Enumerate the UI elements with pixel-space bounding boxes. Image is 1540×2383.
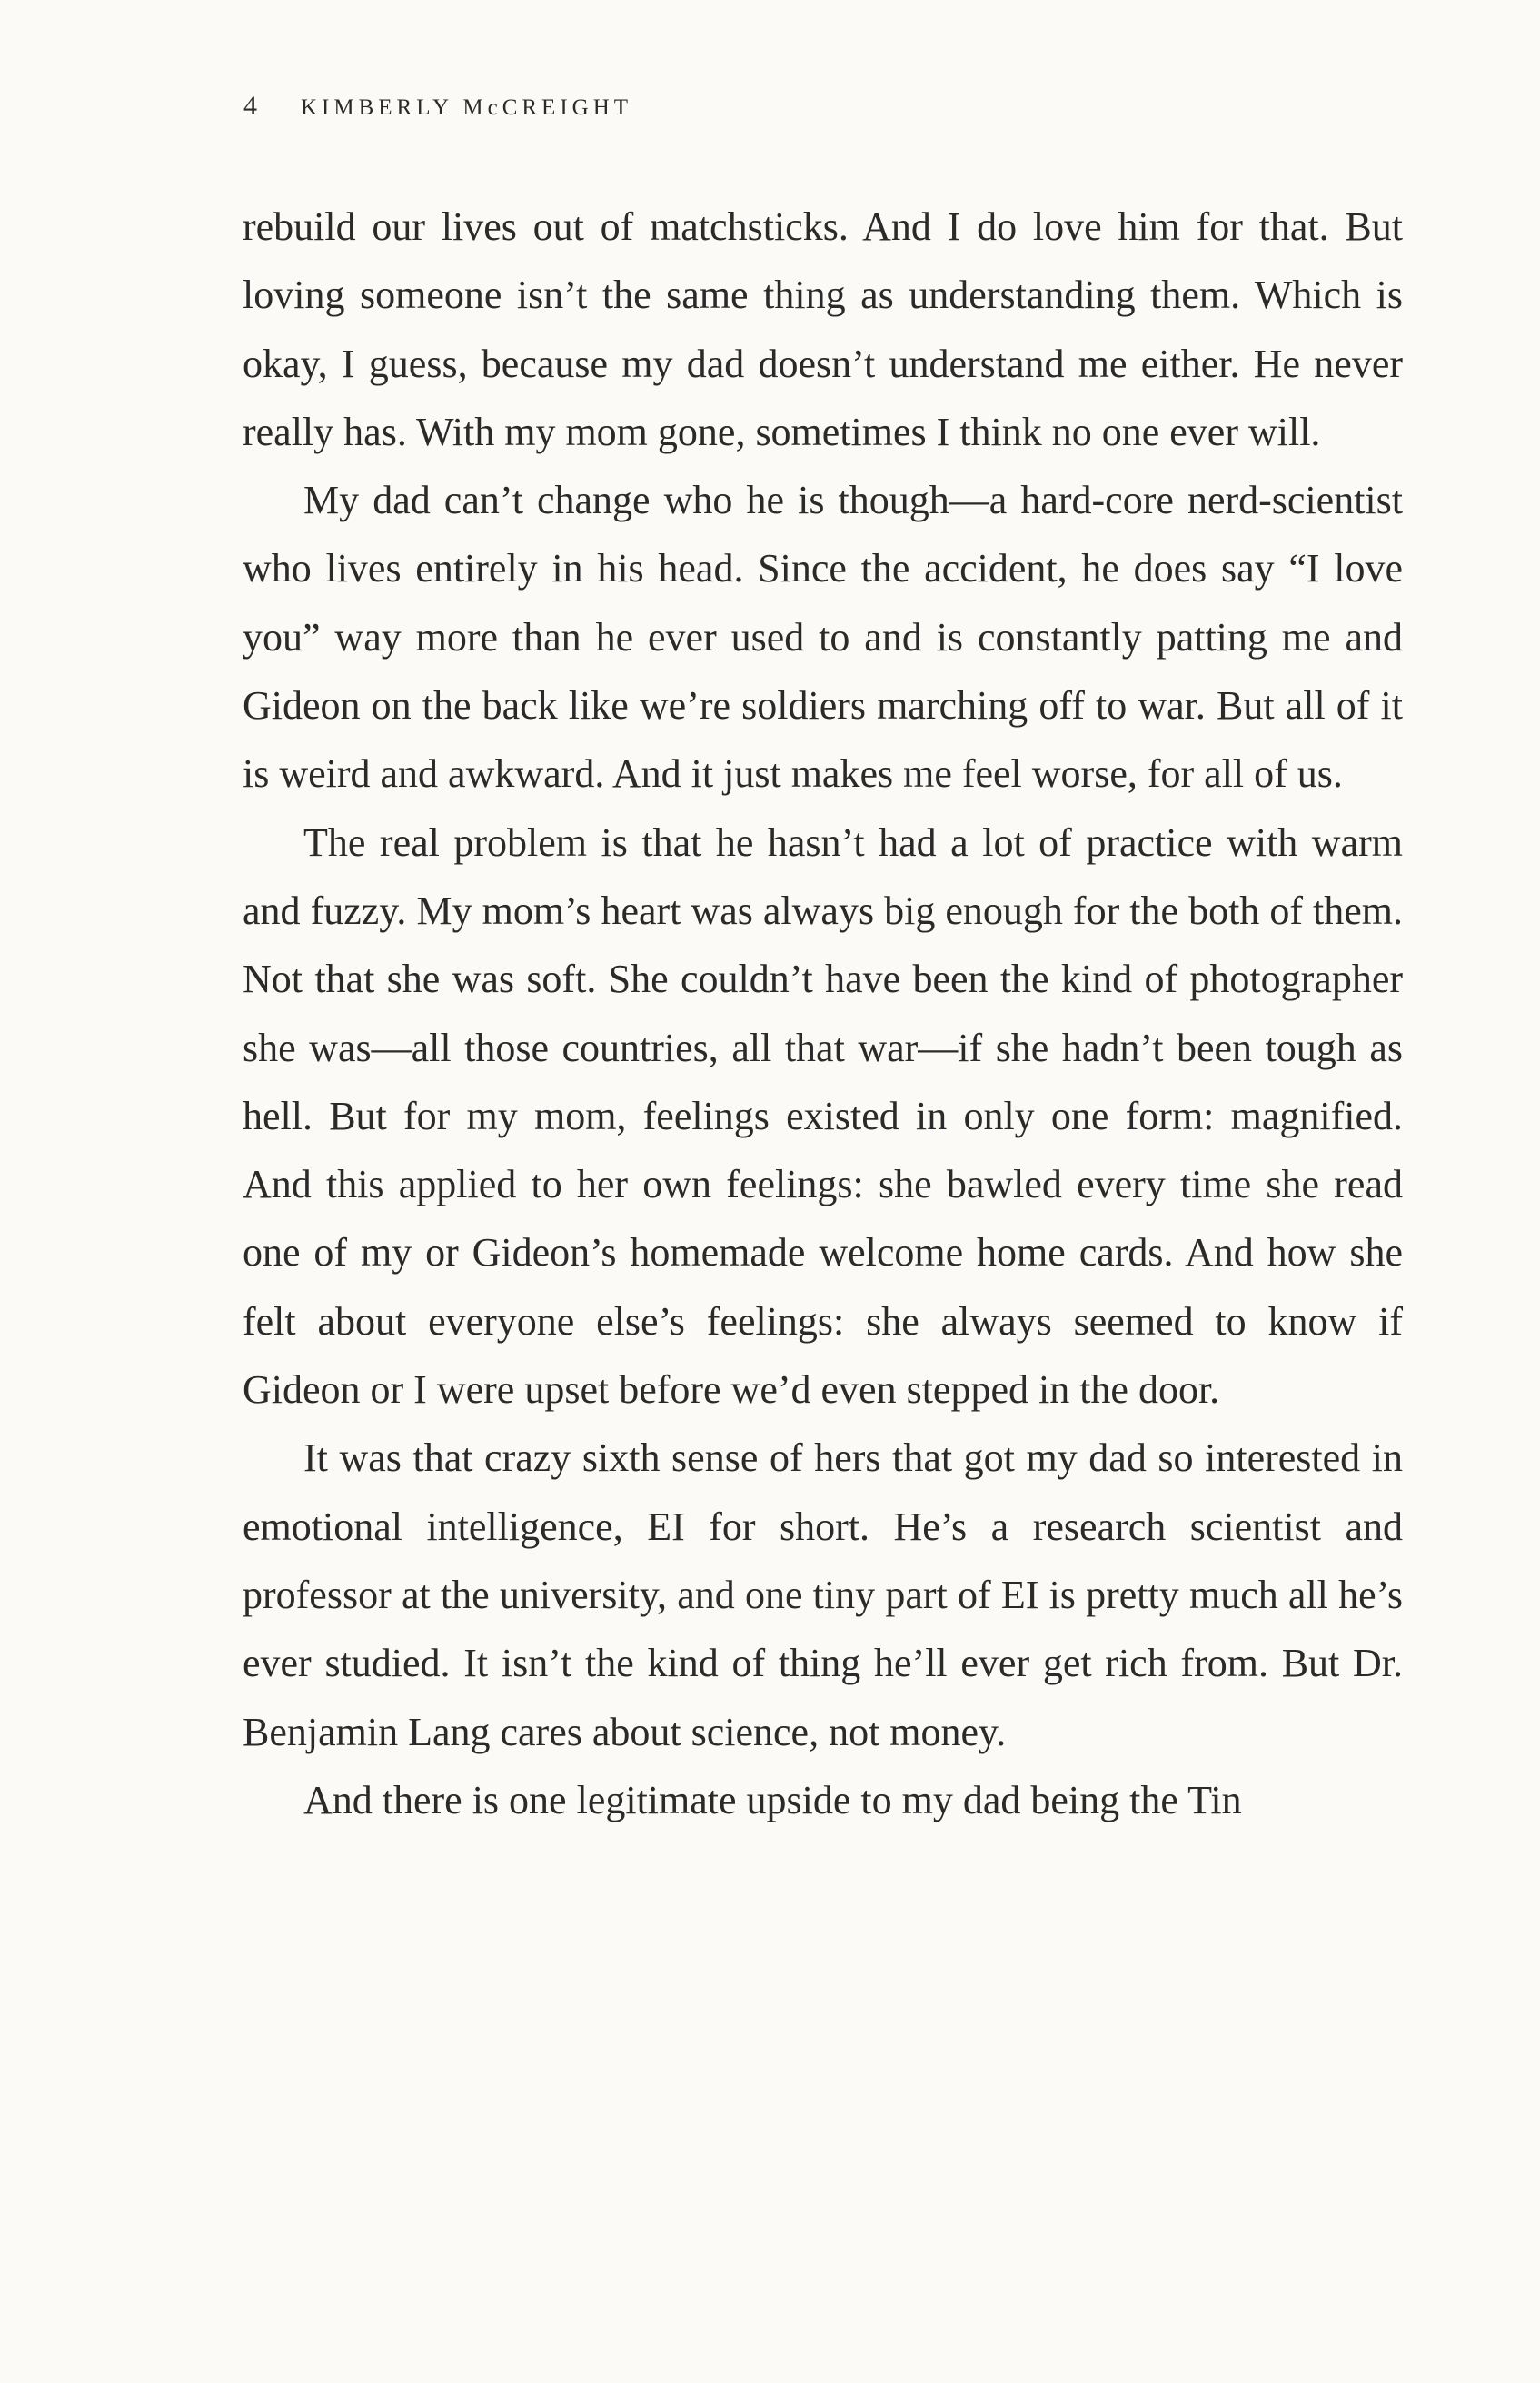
running-head-author: KIMBERLY McCREIGHT [301,95,633,120]
running-head [243,91,632,127]
page-number: 4 [243,91,257,121]
paragraph: My dad can’t change who he is though—a hard-core nerd-scientist who lives entirely in his head. Since the accident, he does say “I love you” way more than he ever used to and is constantly patting me and Gideon on the back like we’re soldiers marching off to war. But all of it is weird and awkward. And it just makes me feel worse, for all of us. [243,478,1403,797]
body-text [243,193,1403,1834]
paragraph: The real problem is that he hasn’t had a lot of practice with warm and fuzzy. My mom’s heart was always big enough for the both of them. Not that she was soft. She couldn’t have been the kind of photographer she was—all those countries, all that war—if she hadn’t been tough as hell. But for my mom, feelings existed in only one form: magnified. And this applied to her own feelings: she bawled every time she read one of my or Gideon’s homemade welcome home cards. And how she felt about everyone else’s feelings: she always seemed to know if Gideon or I were upset before we’d even stepped in the door. [243,819,1403,1413]
paragraph: It was that crazy sixth sense of hers that got my dad so interested in emotional intelligence, EI for short. He’s a research scientist and professor at the university, and one tiny part of EI is pretty much all he’s ever studied. It isn’t the kind of thing he’ll ever get rich from. But Dr. Benjamin Lang cares about science, not money. [243,1435,1403,1754]
paragraph-last: And there is one legitimate upside to my dad being the Tin [303,1777,1242,1822]
paragraph-continued: rebuild our lives out of matchsticks. And I do love him for that. But loving someone isn’t the same thing as understanding them. Which is okay, I guess, because my dad doesn’t understand me either. He never really has. With my mom gone, sometimes I think no one ever will. [243,204,1403,454]
